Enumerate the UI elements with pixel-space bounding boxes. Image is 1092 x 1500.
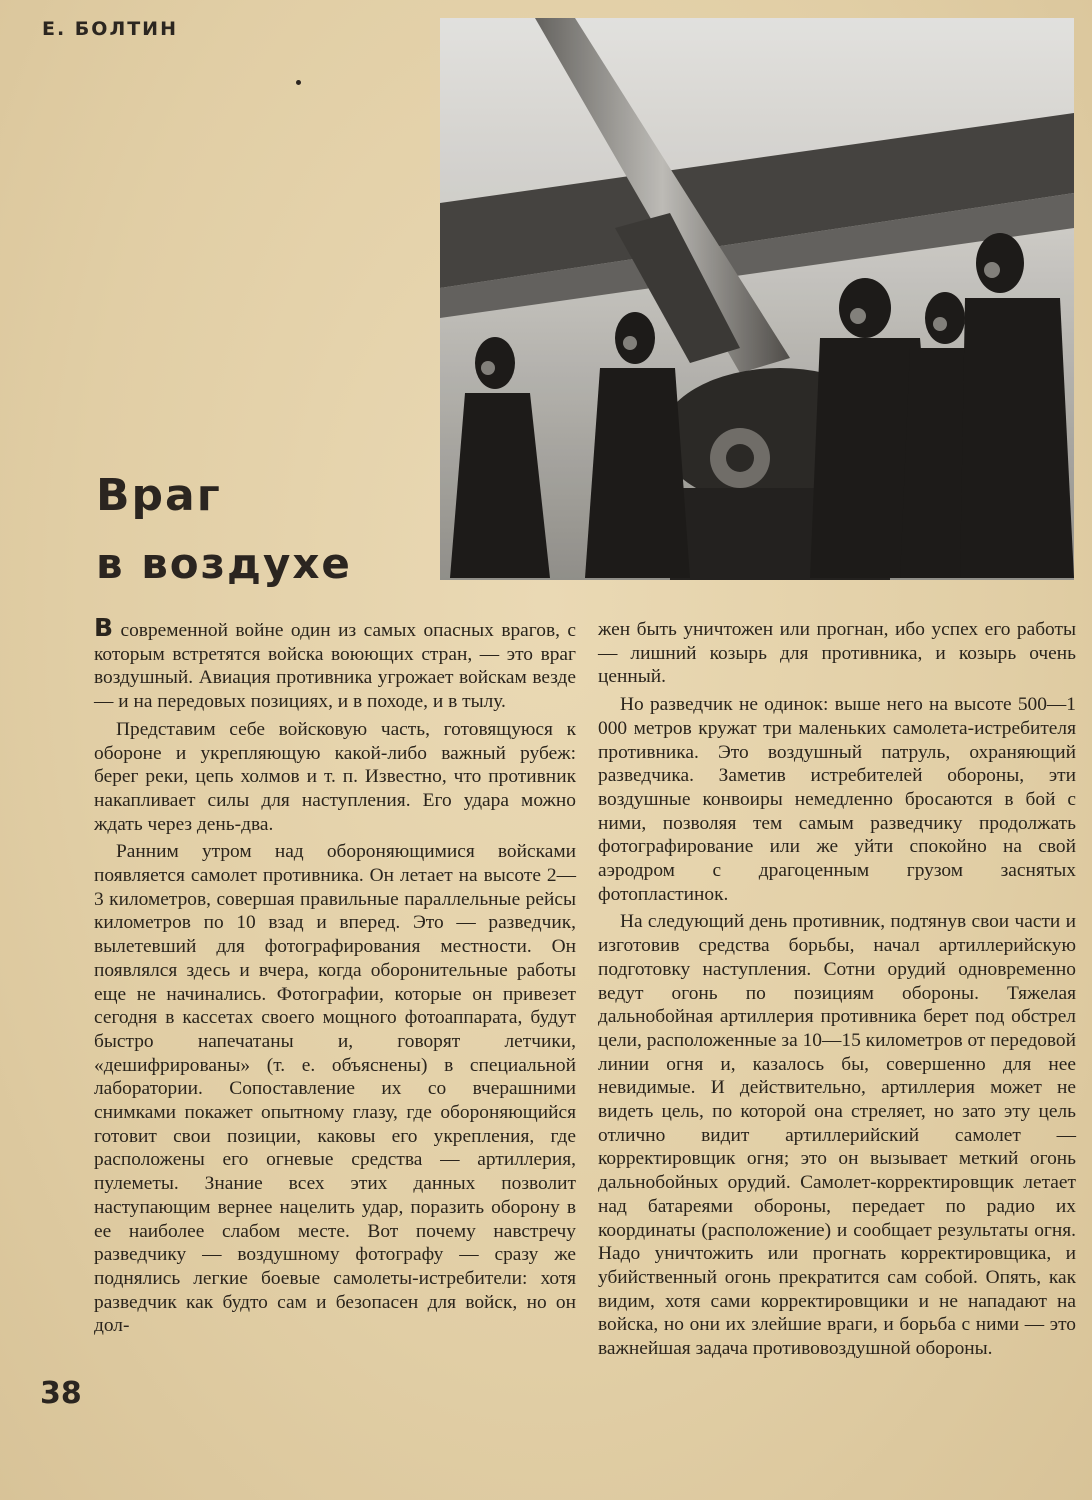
photo-illustration	[440, 18, 1074, 580]
text-column-1	[94, 613, 576, 1342]
title-line-2: в воздухе	[96, 539, 352, 588]
paragraph-5: Но разведчик не одинок: выше него на высоте 500—1 000 метров кружат три маленьких самолета-истребителя противника. Это воздушный патруль, охраняющий разведчика. Заметив истребителей обороны, эти воздушные конвоиры немедленно бросаются в бой с ними, позволяя тем самым разведчику продолжать фотографирование или же уйти спокойно на свой аэродром с драгоценным грузом заснятых фотопластинок.	[598, 694, 1076, 905]
paragraph-2: Представим себе войсковую часть, готовящуюся к обороне и укрепляющую какой-либо важный рубеж: берег реки, цепь холмов и т. п. Известно, что противник накапливает силы для наступления. Его удара можно ждать через день-два.	[94, 718, 576, 835]
text-column-2	[598, 618, 1076, 1365]
article-title	[96, 462, 352, 598]
paragraph-6: На следующий день противник, подтянув свои части и изготовив средства борьбы, начал артиллерийскую подготовку наступления. Сотни орудий одновременно ведут огонь по позициям обороны. Тяжелая дальнобойная артиллерия противника берет под обстрел цели, расположенные за 10—15 километров от передовой линии огня и, казалось бы, совершенно для нее невидимые. И действительно, артиллерия может не видеть цель, по которой она стреляет, но зато эту цель отлично видит артиллерийский самолет — корректировщик огня; это он вызывает меткий огонь дальнобойных орудий. Самолет-корректировщик летает над батареями обороны, передает по радио их координаты (расположение) и сообщает результаты огня. Надо уничтожить или прогнать корректировщика, и убийственный огонь прекратится сам собой. Опять, как видим, хотя сами корректировщики и не нападают на войска, но они их злейшие враги, и борьба с ними — это важнейшая задача противовоздушной обороны.	[598, 911, 1076, 1360]
anti-aircraft-gun-crew-photo	[440, 18, 1074, 580]
paragraph-1-text: современной войне один из самых опасных врагов, с которым встретятся войска воюющих стран, — это враг воздушный. Авиация противника угрожает войскам везде — и на передовых позициях, и в походе, и в тылу.	[94, 620, 576, 713]
paragraph-1	[94, 613, 576, 714]
paragraph-4: жен быть уничтожен или прогнан, ибо успех его работы — лишний козырь для противника, и козырь очень ценный.	[598, 619, 1076, 688]
drop-cap: В	[94, 613, 114, 642]
ink-dot	[296, 80, 301, 85]
author-name: Е. БОЛТИН	[42, 18, 178, 40]
paragraph-3: Ранним утром над обороняющимися войсками появляется самолет противника. Он летает на высоте 2—3 километров, совершая правильные параллельные рейсы километров по 10 взад и вперед. Это — разведчик, вылетевший для фотографирования местности. Он появлялся здесь и вчера, когда оборонительные работы еще не начинались. Фотографии, которые он привезет сегодня в кассетах своего мощного фотоаппарата, будут быстро напечатаны и, говорят летчики, «дешифрированы» (т. е. объяснены) в специальной лаборатории. Сопоставление их со вчерашними снимками покажет опытному глазу, где обороняющийся готовит свои позиции, каковы его укрепления, где расположены его огневые средства — артиллерия, пулеметы. Знание всех этих данных позволит наступающим вернее нацелить удар, поразить оборону в ее наиболее слабом месте. Вот почему навстречу разведчику — воздушному фотографу — сразу же поднялись легкие боевые самолеты-истребители: хотя разведчик как будто сам и безопасен для войск, но он дол-	[94, 841, 576, 1337]
page-number: 38	[40, 1376, 82, 1411]
title-line-1: Враг	[96, 470, 222, 521]
